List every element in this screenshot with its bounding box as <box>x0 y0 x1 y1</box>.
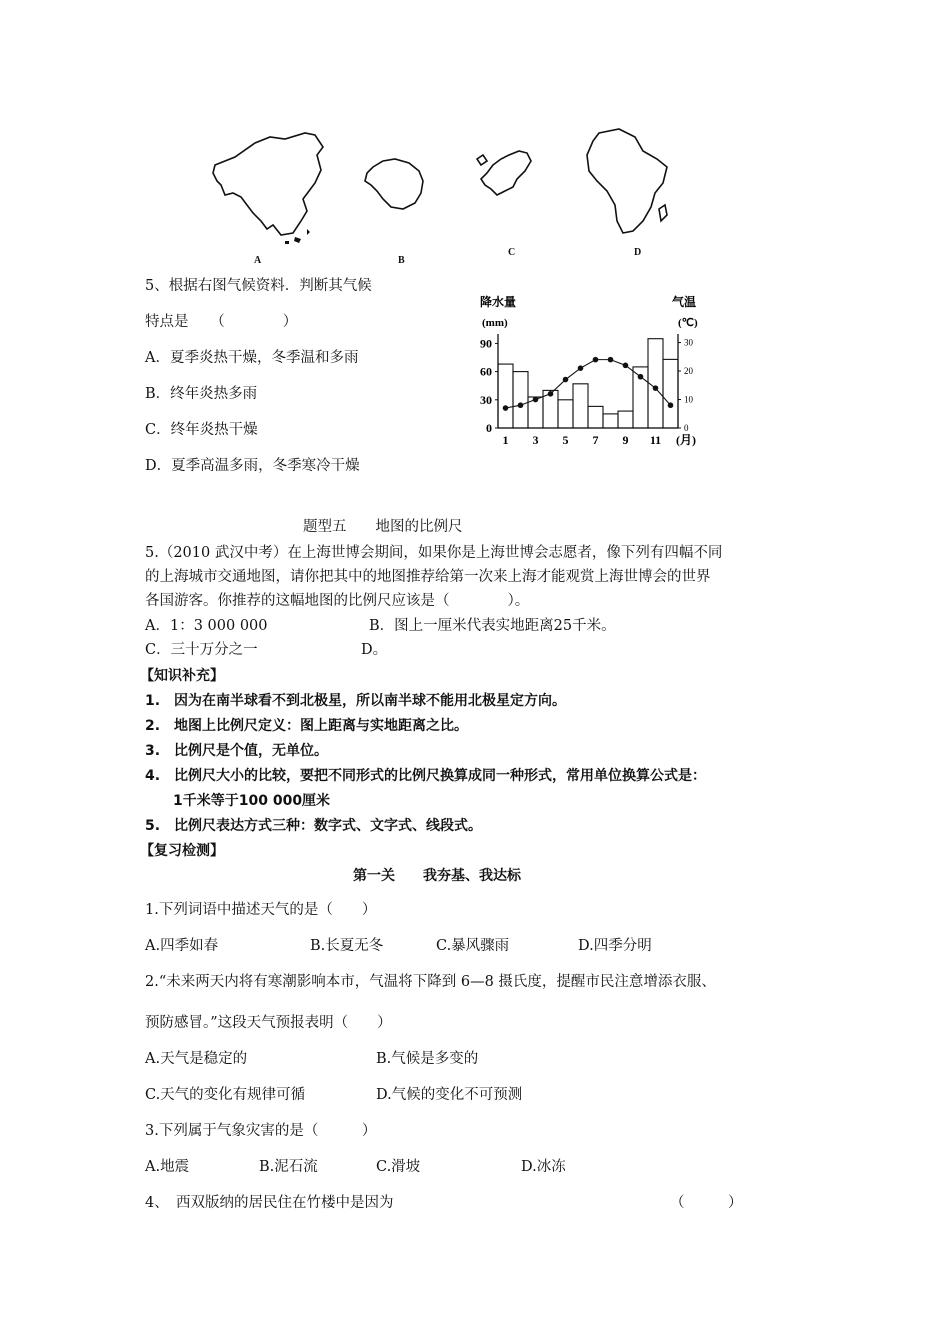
review-q1-option-c: C.暴风骤雨 <box>436 938 510 954</box>
precip-bar <box>663 359 678 428</box>
review-q1-option-d: D.四季分明 <box>578 938 652 954</box>
right-tick-label: 10 <box>684 394 693 405</box>
q5-stem-line2: 特点是 （ ） <box>145 314 298 330</box>
temperature-point <box>623 363 629 369</box>
map-label-c: C <box>508 247 516 258</box>
knowledge-item-1: 1. 因为在南半球看不到北极星，所以南半球不能用北极星定方向。 <box>145 693 567 709</box>
x-tick-label: 1 <box>502 433 509 447</box>
q5-option-a: A．夏季炎热干燥，冬季温和多雨 <box>145 350 359 366</box>
review-q1-option-b: B.长夏无冬 <box>310 938 384 954</box>
q5-stem-line1: 5、根据右图气候资料．判断其气候 <box>145 278 372 294</box>
precip-bar <box>573 384 588 428</box>
section5-option-d: D。 <box>361 642 388 658</box>
map-label-b: B <box>398 255 405 266</box>
section5-para-3: 各国游客。你推荐的这幅地图的比例尺应该是（ ）。 <box>145 593 530 609</box>
knowledge-item-2: 2. 地图上比例尺定义：图上距离与实地距离之比。 <box>145 718 469 734</box>
x-tick-label: 9 <box>622 433 629 447</box>
right-tick-label: 20 <box>684 366 693 377</box>
review-q4: 4、 西双版纳的居民住在竹楼中是因为 <box>145 1195 394 1211</box>
precip-bar <box>588 406 603 428</box>
x-tick-label: 11 <box>649 433 662 447</box>
temperature-point <box>608 357 614 363</box>
precip-bar <box>648 339 663 428</box>
knowledge-item-4: 4. 比例尺大小的比较，要把不同形式的比例尺换算成同一种形式，常用单位换算公式是： <box>145 768 707 784</box>
map-label-a: A <box>254 255 262 266</box>
temperature-point <box>638 374 644 380</box>
review-q2-line1: 2.“未来两天内将有寒潮影响本市，气温将下降到 6—8 摄氏度，提醒市民注意增添衣服、 <box>145 974 716 990</box>
review-q2-option-a: A.天气是稳定的 <box>145 1051 248 1067</box>
precip-bar <box>513 372 528 428</box>
antarctica-map <box>365 159 423 209</box>
left-tick-label: 90 <box>480 336 492 351</box>
review-subheader: 第一关 我夯基、我达标 <box>353 868 521 884</box>
europe-map <box>477 151 531 195</box>
precip-bar <box>558 400 573 428</box>
precip-bar <box>603 414 618 428</box>
africa-map <box>587 129 667 233</box>
review-q2-option-d: D.气候的变化不可预测 <box>376 1087 523 1103</box>
section5-title: 题型五 地图的比例尺 <box>303 519 463 535</box>
chart-right-title: 气温 <box>672 295 697 309</box>
section5-para-2: 的上海城市交通地图，请你把其中的地图推荐给第一次来上海才能观赏上海世博会的世界 <box>145 569 711 585</box>
climate-chart <box>470 290 710 455</box>
temperature-point <box>548 391 554 397</box>
temperature-point <box>503 405 509 411</box>
chart-left-unit: (mm) <box>482 317 508 329</box>
review-q3: 3.下列属于气象灾害的是（ ） <box>145 1123 377 1139</box>
temperature-point <box>593 357 599 363</box>
temperature-point <box>653 385 659 391</box>
review-header: 【复习检测】 <box>140 843 224 859</box>
temperature-point <box>563 377 569 383</box>
knowledge-item-5: 5. 比例尺表达方式三种：数字式、文字式、线段式。 <box>145 818 483 834</box>
review-q3-option-b: B.泥石流 <box>259 1159 318 1175</box>
chart-right-unit: (℃) <box>678 317 698 329</box>
right-tick-label: 0 <box>684 423 689 433</box>
temperature-point <box>578 365 584 371</box>
precip-bar <box>618 411 633 428</box>
x-tick-label: 7 <box>592 433 599 447</box>
review-q3-option-d: D.冰冻 <box>521 1159 566 1175</box>
knowledge-header: 【知识补充】 <box>140 668 224 684</box>
review-q1: 1.下列词语中描述天气的是（ ） <box>145 902 377 918</box>
right-tick-label: 30 <box>684 337 693 348</box>
q5-option-c: C．终年炎热干燥 <box>145 422 258 438</box>
x-tick-label: 3 <box>532 433 539 447</box>
asia-map <box>213 133 323 235</box>
q5-option-b: B．终年炎热多雨 <box>145 386 258 402</box>
left-tick-label: 0 <box>486 421 492 435</box>
continent-maps <box>195 125 695 270</box>
temperature-point <box>533 397 539 403</box>
asia-island <box>285 229 310 244</box>
knowledge-item-4-cont: 1千米等于100 000厘米 <box>173 793 331 809</box>
review-q4-paren: （ ） <box>670 1195 743 1211</box>
temperature-point <box>668 402 674 408</box>
left-tick-label: 60 <box>480 364 492 379</box>
precip-bar <box>498 364 513 428</box>
x-tick-label: (月) <box>676 433 696 447</box>
section5-option-a: A．1：3 000 000 <box>145 618 268 634</box>
map-label-d: D <box>634 247 642 258</box>
section5-option-b: B．图上一厘米代表实地距离25千米。 <box>369 618 616 634</box>
chart-left-title: 降水量 <box>480 295 517 309</box>
left-tick-label: 30 <box>480 392 492 407</box>
x-tick-label: 5 <box>562 433 569 447</box>
review-q1-option-a: A.四季如春 <box>145 938 219 954</box>
review-q3-option-c: C.滑坡 <box>376 1159 421 1175</box>
review-q2-line2: 预防感冒。”这段天气预报表明（ ） <box>145 1015 392 1031</box>
review-q3-option-a: A.地震 <box>145 1159 190 1175</box>
temperature-point <box>518 402 524 408</box>
knowledge-item-3: 3. 比例尺是个值，无单位。 <box>145 743 329 759</box>
review-q2-option-b: B.气候是多变的 <box>376 1051 479 1067</box>
review-q2-option-c: C.天气的变化有规律可循 <box>145 1087 306 1103</box>
section5-para-1: 5.（2010 武汉中考）在上海世博会期间，如果你是上海世博会志愿者，像下列有四幅不同 <box>145 545 723 561</box>
section5-option-c: C．三十万分之一 <box>145 642 258 658</box>
q5-option-d: D．夏季高温多雨，冬季寒冷干燥 <box>145 458 360 474</box>
